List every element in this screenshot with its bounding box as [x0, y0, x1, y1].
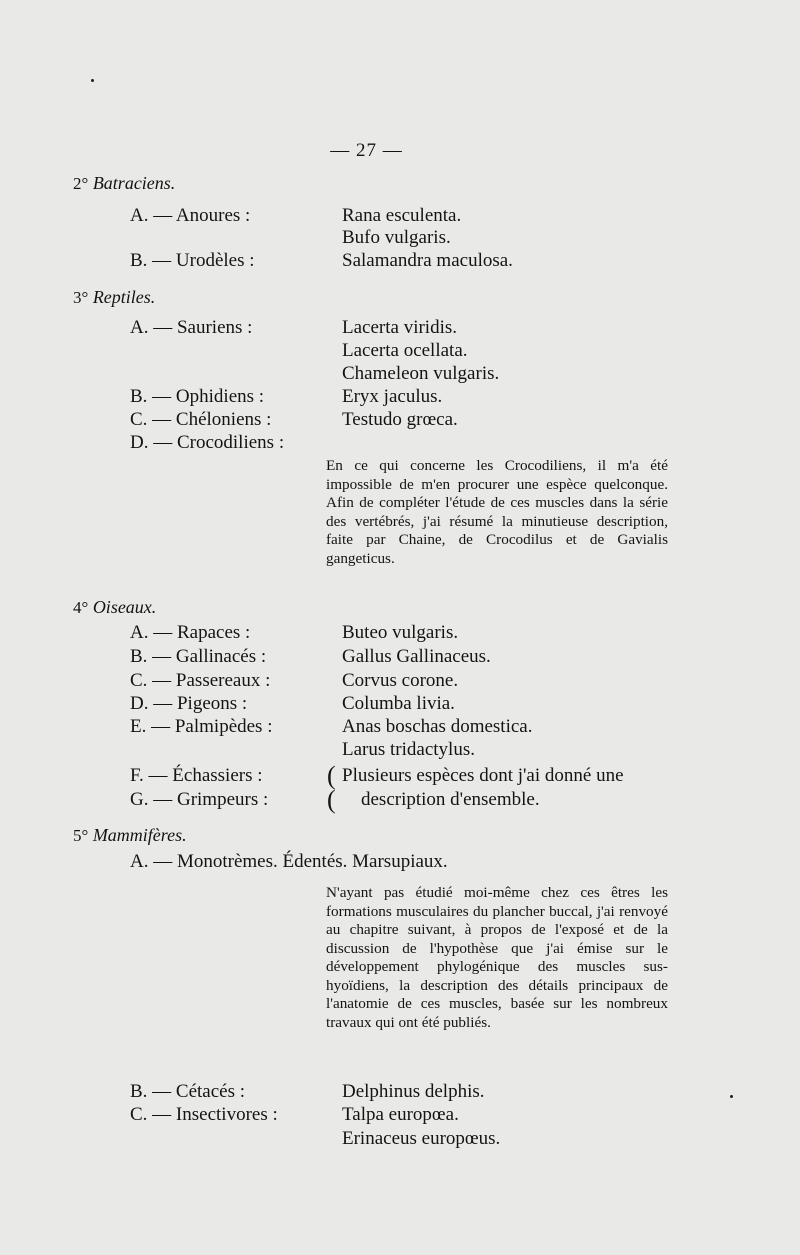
section-heading-oiseaux [73, 596, 156, 619]
section-title: Mammifères. [92, 825, 187, 845]
note-crocodiliens [326, 457, 668, 568]
group-label: A. — Rapaces : [130, 622, 251, 643]
group-label: C. — Passereaux : [130, 670, 271, 691]
species-name: Anas boschas domestica. [342, 716, 533, 737]
note-text: N'ayant pas étudié moi-même chez ces êtres les formations musculaires du plancher buccal, j'ai renvoyé au chapitre suivant, à propos de l'exposé et de la discussion de l'hypothèse que j'ai émise sur le développement phylogénique des muscles sus-hyoïdiens, la description des détails principaux de l'anatomie de ces muscles, basée sur les nombreux travaux qui ont été publiés. [326, 884, 668, 1031]
brace-mark: ( [327, 785, 336, 814]
brace-mark: ( [327, 761, 336, 790]
section-number: 5° [73, 826, 89, 845]
species-name: Larus tridactylus. [342, 739, 475, 760]
species-name: Gallus Gallinaceus. [342, 646, 491, 667]
species-name: Rana esculenta. [342, 205, 462, 226]
paper-speck [91, 79, 94, 82]
species-name: Talpa europœa. [342, 1104, 459, 1125]
section-number: 4° [73, 598, 89, 617]
species-name: Chameleon vulgaris. [342, 363, 500, 384]
species-name: Eryx jaculus. [342, 386, 443, 407]
group-label: D. — Pigeons : [130, 693, 248, 714]
species-name: Lacerta ocellata. [342, 340, 468, 361]
page-number: — 27 — [330, 140, 403, 161]
section-heading-mammiferes [73, 824, 187, 847]
species-name: Testudo grœca. [342, 409, 458, 430]
species-name: Corvus corone. [342, 670, 459, 691]
group-label: A. — Anoures : [130, 205, 251, 226]
group-label: C. — Insectivores : [130, 1104, 278, 1125]
species-name: Salamandra maculosa. [342, 250, 513, 271]
group-label: B. — Ophidiens : [130, 386, 265, 407]
species-name: description d'ensemble. [361, 789, 540, 810]
section-heading-reptiles [73, 286, 155, 309]
group-label: C. — Chéloniens : [130, 409, 272, 430]
section-title: Batraciens. [92, 173, 176, 193]
paper-speck [730, 1095, 733, 1098]
species-name: Bufo vulgaris. [342, 227, 451, 248]
species-name: Buteo vulgaris. [342, 622, 459, 643]
note-text: En ce qui concerne les Crocodiliens, il m'a été impossible de m'en procurer une espèce quelconque. Afin de compléter l'étude de ces muscles dans la série des vertébrés, j'ai résumé la minutieuse description, faite par Chaine, de Crocodilus et de Gavialis gangeticus. [326, 457, 668, 567]
species-name: Delphinus delphis. [342, 1081, 485, 1102]
group-label: E. — Palmipèdes : [130, 716, 273, 737]
group-label: F. — Échassiers : [130, 765, 263, 786]
group-label: A. — Sauriens : [130, 317, 253, 338]
section-title: Oiseaux. [92, 597, 157, 617]
species-name: Erinaceus europœus. [342, 1128, 501, 1149]
group-label: B. — Gallinacés : [130, 646, 267, 667]
section-heading-batraciens [73, 172, 175, 195]
section-title: Reptiles. [92, 287, 156, 307]
section-number: 2° [73, 174, 89, 193]
species-name: Columba livia. [342, 693, 455, 714]
group-label: B. — Cétacés : [130, 1081, 246, 1102]
group-label: A. — Monotrèmes. Édentés. Marsupiaux. [130, 851, 448, 872]
note-monotremes [326, 884, 668, 1032]
group-label: B. — Urodèles : [130, 250, 255, 271]
group-label: G. — Grimpeurs : [130, 789, 269, 810]
species-name: Lacerta viridis. [342, 317, 458, 338]
species-name: Plusieurs espèces dont j'ai donné une [342, 765, 624, 786]
group-label: D. — Crocodiliens : [130, 432, 285, 453]
section-number: 3° [73, 288, 89, 307]
